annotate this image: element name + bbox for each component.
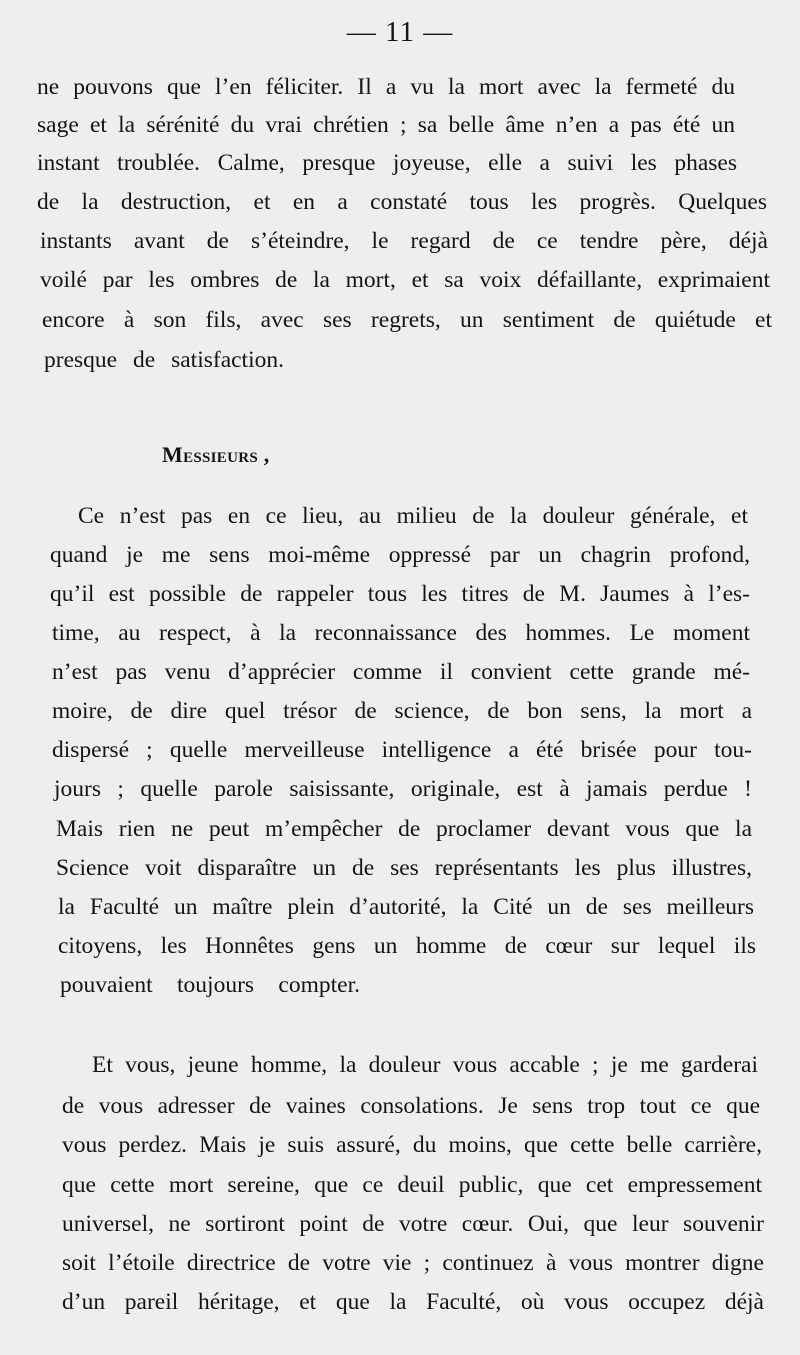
text-line: instants avant de s’éteindre, le regard de ce tendre père, déjà (40, 228, 768, 254)
text-line: presque de satisfaction. (44, 347, 284, 373)
text-line: universel, ne sortiront point de votre cœur. Oui, que leur souvenir (62, 1211, 764, 1237)
text-line: de la destruction, et en a constaté tous les progrès. Quelques (37, 189, 767, 215)
text-line: n’est pas venu d’apprécier comme il convient cette grande mé- (52, 659, 750, 685)
text-line: time, au respect, à la reconnaissance des hommes. Le moment (52, 620, 750, 646)
text-line: instant troublée. Calme, presque joyeuse, elle a suivi les phases (37, 150, 737, 176)
section-heading: Messieurs , (162, 442, 270, 467)
page-number: — 11 — (346, 16, 454, 48)
text-line: la Faculté un maître plein d’autorité, la Cité un de ses meilleurs (58, 894, 754, 920)
text-line: Et vous, jeune homme, la douleur vous accable ; je me garderai (92, 1052, 758, 1078)
text-line: Science voit disparaître un de ses représentants les plus illustres, (56, 855, 752, 881)
text-line: sage et la sérénité du vrai chrétien ; sa belle âme n’en a pas été un (37, 112, 735, 138)
text-line: dispersé ; quelle merveilleuse intelligence a été brisée pour tou- (52, 737, 752, 763)
text-line: soit l’étoile directrice de votre vie ; continuez à vous montrer digne (62, 1250, 764, 1276)
text-line: jours ; quelle parole saisissante, originale, est à jamais perdue ! (54, 776, 752, 802)
text-line: encore à son fils, avec ses regrets, un sentiment de quiétude et (42, 307, 772, 333)
text-line: vous perdez. Mais je suis assuré, du moins, que cette belle carrière, (62, 1132, 762, 1158)
text-line: de vous adresser de vaines consolations. Je sens trop tout ce que (62, 1093, 760, 1119)
text-line: moire, de dire quel trésor de science, de bon sens, la mort a (52, 698, 752, 724)
text-line: citoyens, les Honnêtes gens un homme de cœur sur lequel ils (58, 933, 756, 959)
text-line: Ce n’est pas en ce lieu, au milieu de la douleur générale, et (78, 503, 748, 529)
text-line: qu’il est possible de rappeler tous les titres de M. Jaumes à l’es- (50, 581, 750, 607)
text-line: Mais rien ne peut m’empêcher de proclamer devant vous que la (56, 816, 752, 842)
text-line: d’un pareil héritage, et que la Faculté, où vous occupez déjà (62, 1289, 764, 1315)
text-line: quand je me sens moi-même oppressé par un chagrin profond, (50, 542, 750, 568)
text-line: pouvaient toujours compter. (60, 972, 360, 998)
text-line: ne pouvons que l’en féliciter. Il a vu la mort avec la fermeté du (37, 74, 735, 100)
text-line: que cette mort sereine, que ce deuil public, que cet empressement (62, 1172, 762, 1198)
text-line: voilé par les ombres de la mort, et sa voix défaillante, exprimaient (40, 267, 770, 293)
